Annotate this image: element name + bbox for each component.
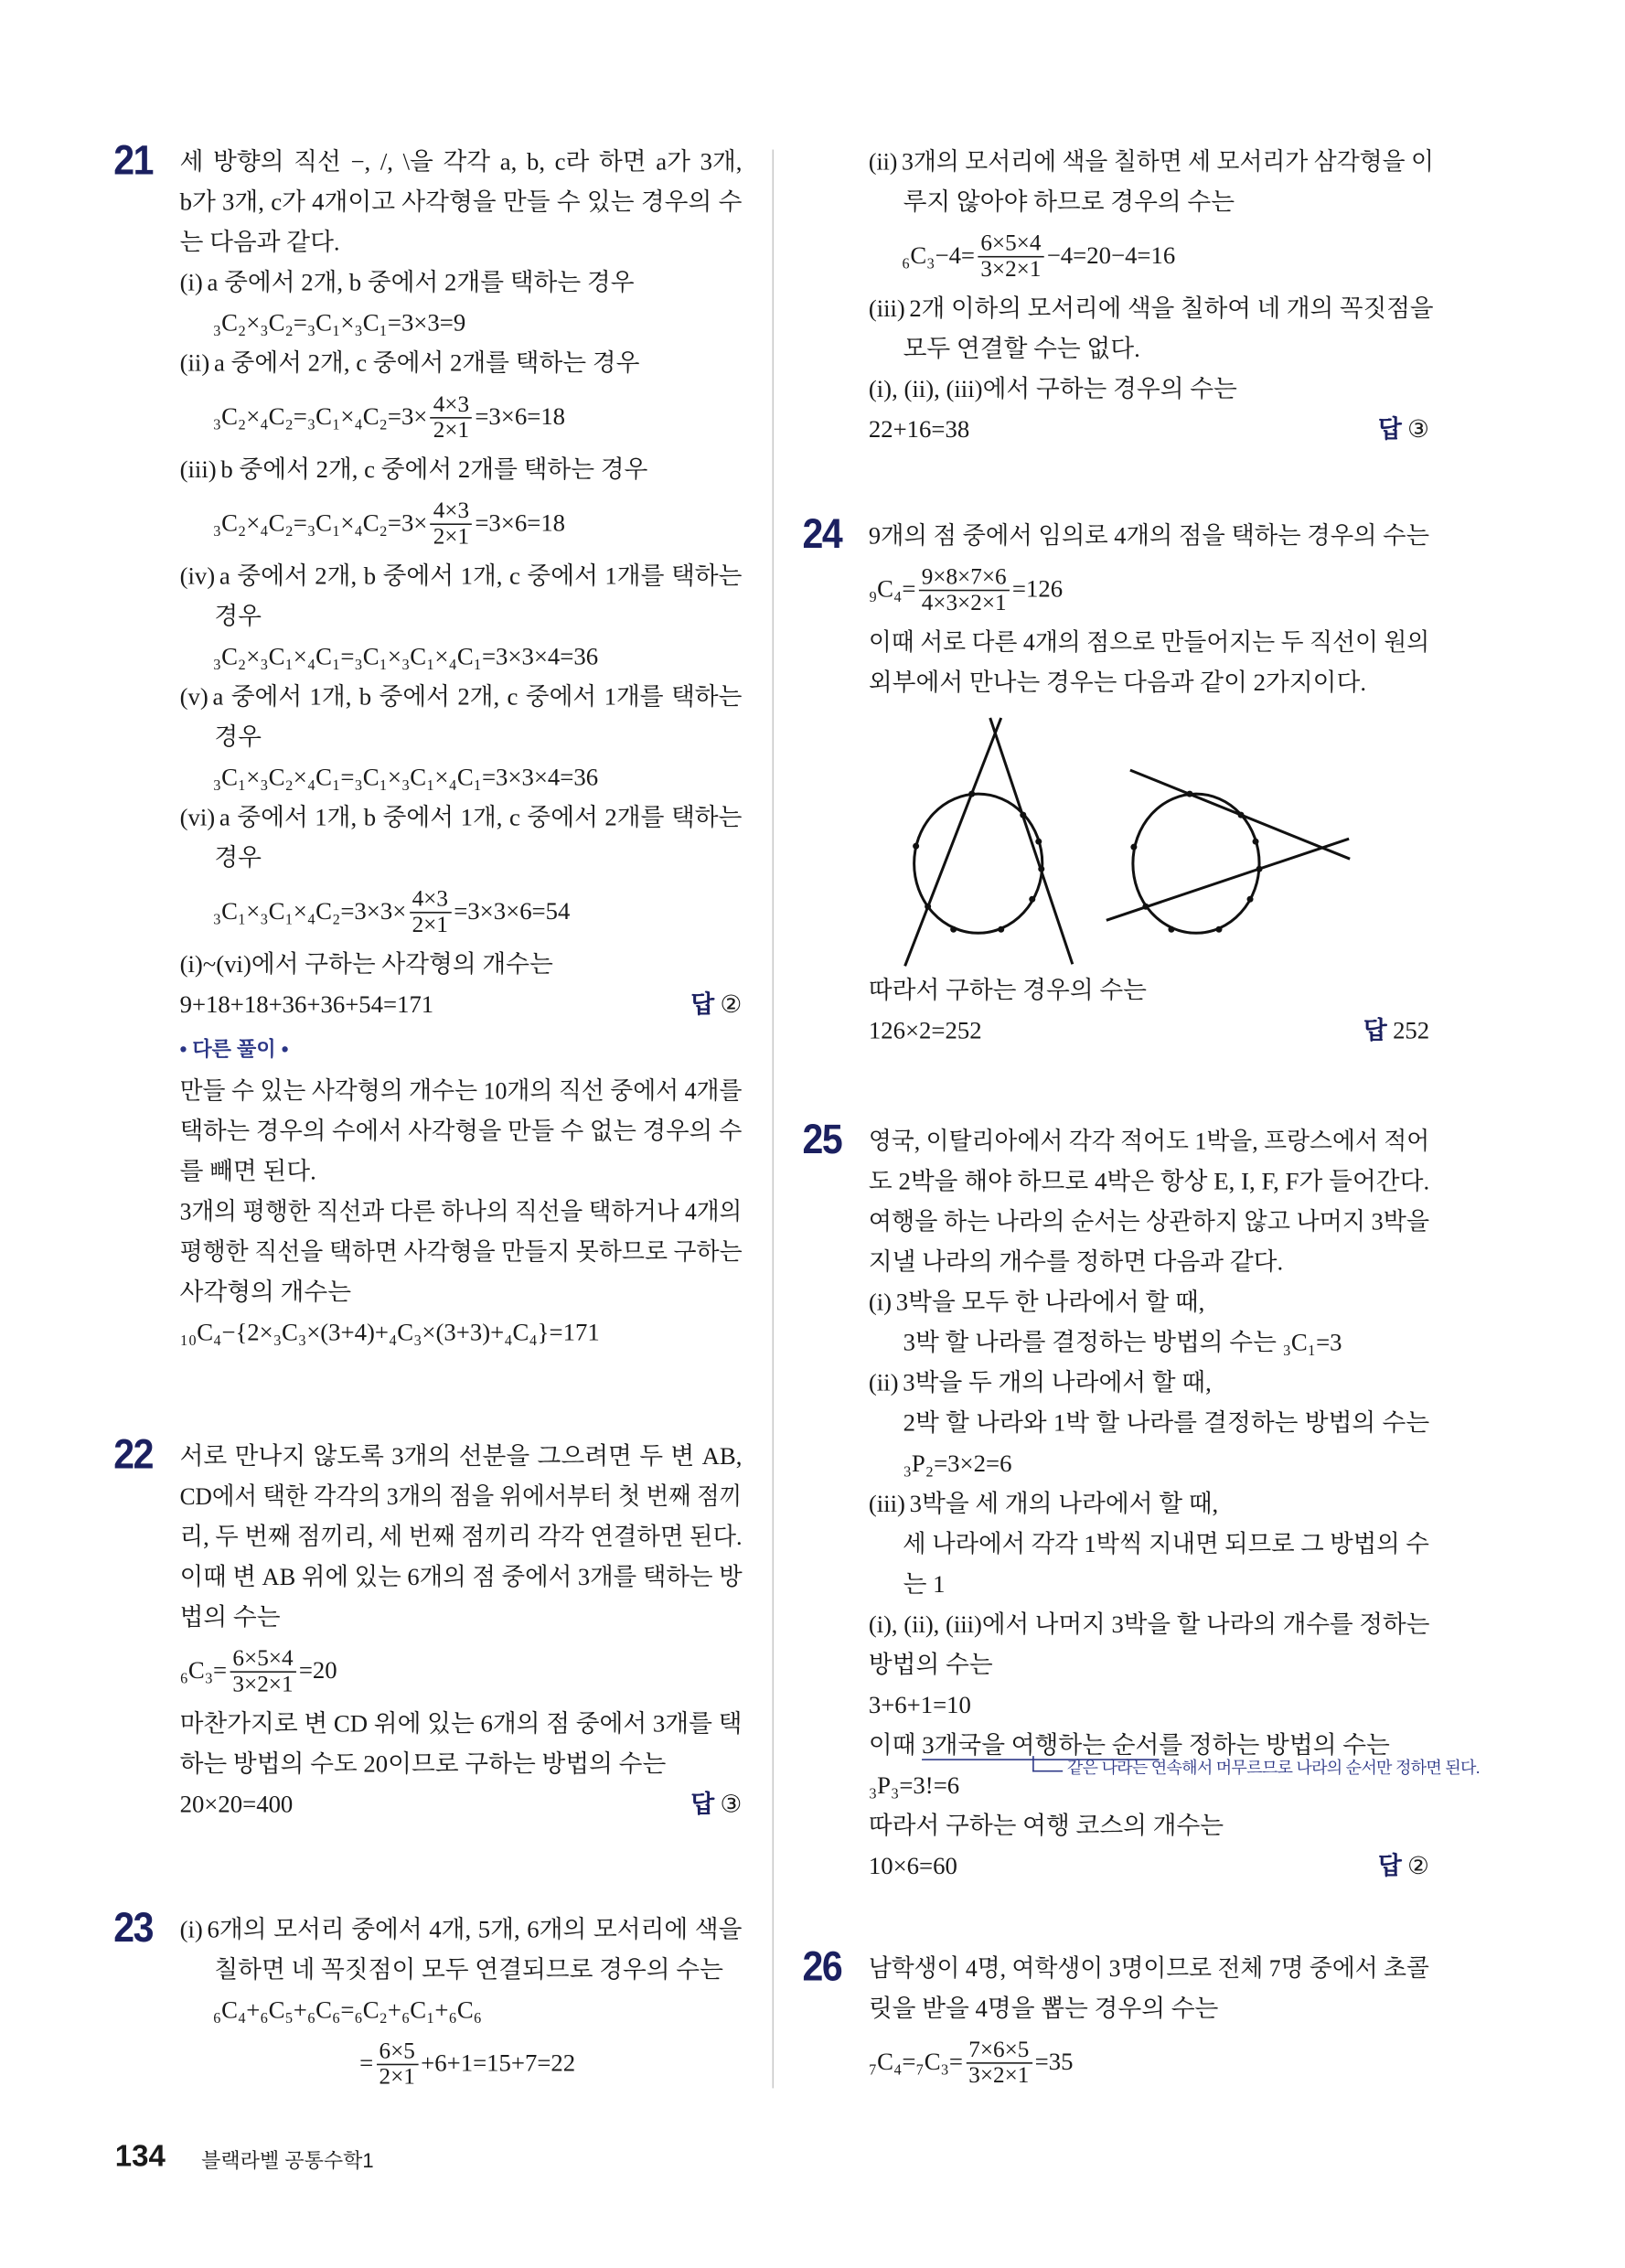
- text-line: [868, 289, 1434, 329]
- line-text: a 중에서 2개, b 중에서 2개를 택하는 경우: [207, 269, 635, 296]
- line-text: 3박을 두 개의 나라에서 할 때,: [903, 1369, 1212, 1396]
- text-line: [180, 798, 743, 839]
- line-text: 경우: [214, 844, 262, 872]
- text-line: [869, 1444, 1429, 1484]
- text-line: [869, 1484, 1429, 1524]
- text-line: [180, 1437, 743, 1477]
- text-line: [869, 1364, 1429, 1404]
- line-text: 방법의 수는: [868, 1651, 993, 1679]
- fraction: [230, 1646, 295, 1696]
- line-text: 9개의 점 중에서 임의로 4개의 점을 택하는 경우의 수는: [868, 521, 1430, 550]
- text-line: [180, 223, 743, 263]
- text-line: [869, 1806, 1429, 1846]
- answer-line: [869, 1011, 1429, 1052]
- equation-right: =3×3×6=54: [454, 897, 571, 925]
- text-line: [869, 1243, 1429, 1283]
- denominator: 3×2×1: [968, 2062, 1030, 2088]
- line-text: 만들 수 있는 사각형의 개수는 10개의 직선 중에서 4개를: [179, 1076, 743, 1105]
- figure: [869, 703, 1429, 971]
- answer-value: 252: [1393, 1016, 1430, 1044]
- equation-left: ₃C₂×₄C₂=₃C₁×₄C₂=3×: [212, 402, 428, 431]
- fraction: [376, 2038, 418, 2089]
- book-title: 블랙라벨 공통수학1: [201, 2148, 374, 2172]
- equation-right: −4=20−4=16: [1046, 241, 1176, 270]
- line-text: 법의 수는: [179, 1603, 281, 1631]
- answer-equation: 20×20=400: [179, 1790, 294, 1818]
- text-line: [179, 1233, 743, 1273]
- line-text: 남학생이 4명, 여학생이 3명이므로 전체 7명 중에서 초콜: [868, 1954, 1429, 1983]
- line-text: 경우: [214, 723, 262, 751]
- point: [1020, 812, 1026, 818]
- fraction-equation: [869, 557, 1429, 623]
- equation-left: =: [359, 2049, 374, 2077]
- answer-label: 답: [1363, 1016, 1387, 1044]
- numerator: 6×5×4: [978, 230, 1043, 256]
- fraction: [431, 392, 473, 443]
- fraction-equation: [180, 384, 743, 450]
- text-line: [180, 1950, 743, 1990]
- line-text: a 중에서 1개, b 중에서 1개, c 중에서 2개를 택하는: [219, 804, 743, 831]
- line-text: 경우: [214, 602, 262, 630]
- case-label: (iii): [179, 455, 217, 484]
- point: [1215, 926, 1222, 933]
- answer: [1378, 1846, 1429, 1887]
- case-label: (iii): [868, 294, 905, 323]
- text-line: [180, 1313, 743, 1353]
- line-text: a 중에서 2개, b 중에서 1개, c 중에서 1개를 택하는: [219, 562, 743, 590]
- line-text: 영국, 이탈리아에서 각각 적어도 1박을, 프랑스에서 적어: [868, 1127, 1430, 1155]
- annotated-line: [868, 1726, 1480, 1778]
- case-label: (iii): [868, 1490, 905, 1518]
- problem-number: 25: [802, 1117, 842, 1164]
- answer-label: 답: [690, 990, 715, 1019]
- text-line: [180, 143, 743, 183]
- denominator: 3×2×1: [980, 256, 1042, 282]
- text-line: [180, 758, 743, 798]
- line-text: 사각형의 개수는: [179, 1278, 352, 1306]
- answer-line: [180, 1785, 743, 1825]
- text-line: [180, 597, 743, 637]
- answer-label: 답: [690, 1790, 715, 1818]
- numerator: 9×8×7×6: [919, 564, 1010, 590]
- denominator: 2×1: [433, 417, 470, 443]
- answer-label: 답: [1378, 415, 1402, 444]
- line-text: 여행을 하는 나라의 순서는 상관하지 않고 나머지 3박을: [868, 1207, 1430, 1236]
- line-text: ₃P₃=3!=6: [868, 1771, 960, 1800]
- text-line: [180, 678, 743, 718]
- text-line: [180, 1990, 743, 2030]
- line-text: 리, 두 번째 점끼리, 세 번째 점끼리 각각 연결하면 된다.: [179, 1523, 743, 1551]
- line-text: 평행한 직선을 택하면 사각형을 만들지 못하므로 구하는: [179, 1238, 743, 1266]
- point: [1130, 844, 1137, 850]
- line-text: 세 방향의 직선 −, /, \을 각각 a, b, c라 하면 a가 3개,: [179, 147, 743, 176]
- line-text: 3개의 모서리에 색을 칠하면 세 모서리가 삼각형을 이: [901, 147, 1434, 176]
- text-line: [869, 1162, 1429, 1203]
- fraction-equation: [180, 1638, 743, 1704]
- line-text: 3박을 세 개의 나라에서 할 때,: [909, 1490, 1219, 1518]
- line-text: a 중에서 2개, c 중에서 2개를 택하는 경우: [213, 349, 640, 378]
- line-text: 마찬가지로 변 CD 위에 있는 6개의 점 중에서 3개를 택: [179, 1709, 743, 1738]
- text-line: [868, 1203, 1430, 1243]
- fraction: [978, 230, 1043, 281]
- line-text: 따라서 구하는 여행 코스의 개수는: [868, 1812, 1224, 1840]
- line-text: 3+6+1=10: [868, 1691, 971, 1719]
- answer-equation: 10×6=60: [868, 1852, 957, 1880]
- text-line: [869, 1685, 1429, 1726]
- point: [1142, 904, 1149, 910]
- line-text: b 중에서 2개, c 중에서 2개를 택하는 경우: [220, 455, 648, 484]
- equation-right: =3×6=18: [475, 402, 566, 431]
- answer-line: [180, 985, 743, 1025]
- text-line: [869, 1766, 1429, 1806]
- equation-right: +6+1=15+7=22: [421, 2049, 576, 2077]
- line-text: 택하는 경우의 수에서 사각형을 만들 수 없는 경우의 수: [179, 1117, 743, 1145]
- line-text: CD에서 택한 각각의 3개의 점을 위에서부터 첫 번째 점끼: [179, 1482, 743, 1511]
- answer: [690, 985, 742, 1025]
- text-line: [869, 1323, 1429, 1364]
- text-line: [869, 1283, 1429, 1323]
- case-label: (ii): [868, 147, 898, 176]
- line-text: 세 나라에서 각각 1박씩 지내면 되므로 그 방법의 수: [903, 1530, 1429, 1558]
- problem-25: [802, 1117, 1480, 1888]
- answer-line: [869, 1846, 1429, 1887]
- fraction-equation: [180, 879, 743, 945]
- line-text: 를 빼면 된다.: [179, 1157, 316, 1185]
- answer: [1363, 1011, 1429, 1052]
- denominator: 2×1: [412, 912, 448, 937]
- line-text: a 중에서 1개, b 중에서 2개, c 중에서 1개를 택하는: [212, 682, 743, 711]
- fraction-equation: [869, 2029, 1429, 2095]
- line-text: 루지 않아야 하므로 경우의 수는: [903, 188, 1235, 216]
- line-text: 지낼 나라의 개수를 정하면 다음과 같다.: [868, 1248, 1284, 1276]
- numerator: 6×5: [376, 2038, 418, 2064]
- case-label: (ii): [868, 1369, 899, 1396]
- text-line: [180, 1705, 743, 1745]
- line-text: 이때 서로 다른 4개의 점으로 만들어지는 두 직선이 원의: [868, 628, 1430, 657]
- equation-right: =35: [1034, 2048, 1074, 2076]
- equation-right: =3×6=18: [475, 508, 566, 537]
- alternative-solution-label: • 다른 풀이 •: [179, 1036, 289, 1061]
- text-line: [180, 1598, 743, 1638]
- text-line: [180, 945, 743, 985]
- line-text: 칠하면 네 꼭짓점이 모두 연결되므로 경우의 수는: [214, 1955, 723, 1984]
- answer-line: [869, 410, 1429, 450]
- point: [1035, 839, 1042, 845]
- equation-left: ₃C₁×₃C₁×₄C₂=3×3×: [212, 897, 407, 925]
- problem-21: [113, 137, 743, 1353]
- equation-left: ₇C₄=₇C₃=: [868, 2048, 963, 2076]
- point: [1029, 896, 1035, 903]
- answer-value: ②: [1407, 1852, 1430, 1880]
- case-label: (i): [868, 1289, 893, 1316]
- line-text: ₃P₂=3×2=6: [903, 1450, 1012, 1478]
- fraction: [966, 2038, 1032, 2088]
- equation-left: ₆C₃−4=: [902, 241, 976, 270]
- text-line: [869, 329, 1429, 369]
- numerator: 4×3: [431, 498, 473, 524]
- line-text: b가 3개, c가 4개이고 사각형을 만들 수 있는 경우의 수: [179, 188, 743, 216]
- answer-label: 답: [1378, 1852, 1402, 1880]
- answer-value: ③: [720, 1790, 743, 1818]
- text-line: [180, 718, 743, 758]
- answer-equation: 22+16=38: [868, 415, 970, 444]
- denominator: 4×3×2×1: [921, 590, 1007, 615]
- text-line: [868, 1122, 1430, 1162]
- fraction: [409, 887, 451, 937]
- fraction-equation: [869, 223, 1429, 289]
- line-text: 는 1: [903, 1570, 946, 1599]
- line-text: (i)~(vi)에서 구하는 사각형의 개수는: [179, 950, 553, 979]
- line-text: ₆C₄+₆C₅+₆C₆=₆C₂+₆C₁+₆C₆: [212, 1995, 482, 2024]
- footer: [114, 2140, 374, 2175]
- problem-23: [113, 1905, 743, 2096]
- text-line: [869, 183, 1429, 223]
- point: [1168, 926, 1174, 933]
- text-line: [868, 517, 1430, 557]
- numerator: 6×5×4: [230, 1646, 295, 1672]
- problem-23-continued: [868, 143, 1434, 451]
- text-line: [868, 143, 1434, 183]
- text-line: [179, 1557, 743, 1598]
- case-label: (i): [179, 1915, 203, 1943]
- text-line: [180, 839, 743, 879]
- line-text: 2박 할 나라와 1박 할 나라를 결정하는 방법의 수는: [903, 1409, 1430, 1438]
- numerator: 7×6×5: [966, 2038, 1032, 2063]
- line-text: (i), (ii), (iii)에서 나머지 3박을 할 나라의 개수를 정하는: [868, 1610, 1430, 1639]
- equation-right: =20: [298, 1656, 337, 1685]
- text-line: [180, 637, 743, 678]
- text-line: [180, 557, 743, 597]
- text-line: [180, 263, 743, 304]
- text-line: [869, 663, 1429, 703]
- point: [1238, 812, 1245, 818]
- problem-26: [802, 1944, 1429, 2095]
- problem-number: 22: [113, 1432, 154, 1479]
- problem-22: [113, 1432, 743, 1825]
- line-text: 따라서 구하는 경우의 수는: [868, 976, 1148, 1004]
- line-text: 하는 방법의 수도 20이므로 구하는 방법의 수는: [179, 1749, 667, 1778]
- line-text: ₃C₂×₃C₁×₄C₁=₃C₁×₃C₁×₄C₁=3×3×4=36: [212, 642, 599, 670]
- equation-left: ₆C₃=: [179, 1656, 228, 1685]
- fraction-equation: [180, 2031, 743, 2097]
- problem-number: 26: [802, 1944, 842, 1991]
- text-line: [180, 1745, 743, 1785]
- answer-value: ③: [1407, 415, 1430, 444]
- denominator: 2×1: [433, 524, 470, 549]
- line-text: ₁₀C₄−{2×₃C₃×(3+4)+₄C₃×(3+3)+₄C₄}=171: [179, 1319, 600, 1346]
- line-text: 서로 만나지 않도록 3개의 선분을 그으려면 두 변 AB,: [179, 1442, 743, 1471]
- answer: [690, 1785, 742, 1825]
- text-line: [179, 1112, 743, 1152]
- case-label: (vi): [179, 804, 216, 831]
- text-line: [868, 623, 1430, 663]
- problem-number: 21: [113, 137, 154, 185]
- point: [1253, 839, 1259, 845]
- line-text: 모두 연결할 수는 없다.: [903, 335, 1140, 363]
- column-divider: [772, 150, 774, 2089]
- text-line: [869, 1989, 1429, 2029]
- answer-value: ②: [720, 990, 743, 1019]
- point: [1038, 866, 1044, 872]
- line-text: 는 다음과 같다.: [179, 229, 340, 256]
- fraction-equation: [180, 490, 743, 556]
- denominator: 3×2×1: [232, 1672, 294, 1696]
- text-line: [869, 1524, 1429, 1565]
- text-line: [869, 1404, 1429, 1444]
- fraction: [919, 564, 1010, 615]
- point: [998, 926, 1004, 933]
- text-line: [180, 450, 743, 490]
- line-text: 3박을 모두 한 나라에서 할 때,: [895, 1289, 1205, 1316]
- text-line: [179, 1477, 743, 1517]
- point: [1256, 866, 1263, 872]
- line-text: 2개 이하의 모서리에 색을 칠하여 네 개의 꼭짓점을: [909, 294, 1434, 323]
- point: [950, 926, 957, 933]
- point: [968, 791, 975, 797]
- point: [1247, 896, 1254, 903]
- problem-24: [802, 511, 1430, 1052]
- circle-lines-figure: [877, 703, 1407, 978]
- line-text: 6개의 모서리 중에서 4개, 5개, 6개의 모서리에 색을: [207, 1915, 743, 1943]
- line-text: 3개의 평행한 직선과 다른 하나의 직선을 택하거나 4개의: [179, 1197, 743, 1225]
- case-label: (i): [179, 269, 203, 296]
- line-text: 릿을 받을 4명을 뽑는 경우의 수는: [868, 1995, 1219, 2023]
- line-text: 외부에서 만나는 경우는 다음과 같이 2가지이다.: [868, 669, 1367, 697]
- text-line: [179, 1517, 743, 1557]
- text-line: [868, 1605, 1430, 1645]
- text-line: [869, 1645, 1429, 1685]
- text-line: [180, 183, 743, 223]
- case-label: (iv): [179, 562, 216, 590]
- answer-equation: 9+18+18+36+36+54=171: [179, 990, 434, 1019]
- text-line: [180, 304, 743, 344]
- text-line: [179, 1072, 743, 1112]
- underlined-text: 3개국을 여행하는 순서: [922, 1731, 1160, 1760]
- equation-left: ₉C₄=: [868, 575, 916, 603]
- line-text: (i), (ii), (iii)에서 구하는 경우의 수는: [868, 375, 1237, 403]
- point: [1186, 791, 1192, 797]
- annotation-note: 같은 나라는 연속해서 머무르므로 나라의 순서만 정하면 된다.: [1066, 1760, 1480, 1778]
- line-text: 를 정하는 방법의 수는: [1159, 1731, 1390, 1760]
- line: [1106, 839, 1349, 920]
- text-line: [180, 1152, 743, 1193]
- point: [913, 843, 919, 850]
- numerator: 4×3: [431, 392, 473, 418]
- text-line: [869, 971, 1429, 1011]
- answer-equation: 126×2=252: [868, 1016, 982, 1044]
- text-line: [180, 344, 743, 384]
- case-label: (v): [179, 682, 208, 711]
- text-line: [179, 1193, 743, 1233]
- text-line: [869, 369, 1429, 410]
- text-line: [180, 1910, 743, 1950]
- problem-number: 23: [113, 1905, 154, 1952]
- point: [925, 904, 931, 910]
- line-text: 도 2박을 해야 하므로 4박은 항상 E, I, F, F가 들어간다.: [868, 1167, 1430, 1195]
- line-text: ₃C₁×₃C₂×₄C₁=₃C₁×₃C₁×₄C₁=3×3×4=36: [212, 764, 599, 791]
- text-line: [180, 1273, 743, 1313]
- text-line: [869, 1565, 1429, 1605]
- page-number: 134: [114, 2140, 166, 2174]
- line-text: ₃C₂×₃C₂=₃C₁×₃C₁=3×3=9: [212, 309, 466, 337]
- problem-number: 24: [802, 511, 842, 559]
- answer: [1378, 410, 1429, 450]
- case-label: (ii): [179, 349, 210, 378]
- numerator: 4×3: [409, 887, 451, 913]
- equation-right: =126: [1011, 575, 1064, 603]
- equation-left: ₃C₂×₄C₂=₃C₁×₄C₂=3×: [212, 508, 428, 537]
- line-text: 이때: [868, 1731, 923, 1760]
- line-text: 이때 변 AB 위에 있는 6개의 점 중에서 3개를 택하는 방: [179, 1563, 743, 1591]
- line-text: 3박 할 나라를 결정하는 방법의 수는 ₃C₁=3: [903, 1329, 1342, 1356]
- text-line: [868, 1949, 1429, 1989]
- fraction: [431, 498, 473, 549]
- denominator: 2×1: [379, 2064, 415, 2090]
